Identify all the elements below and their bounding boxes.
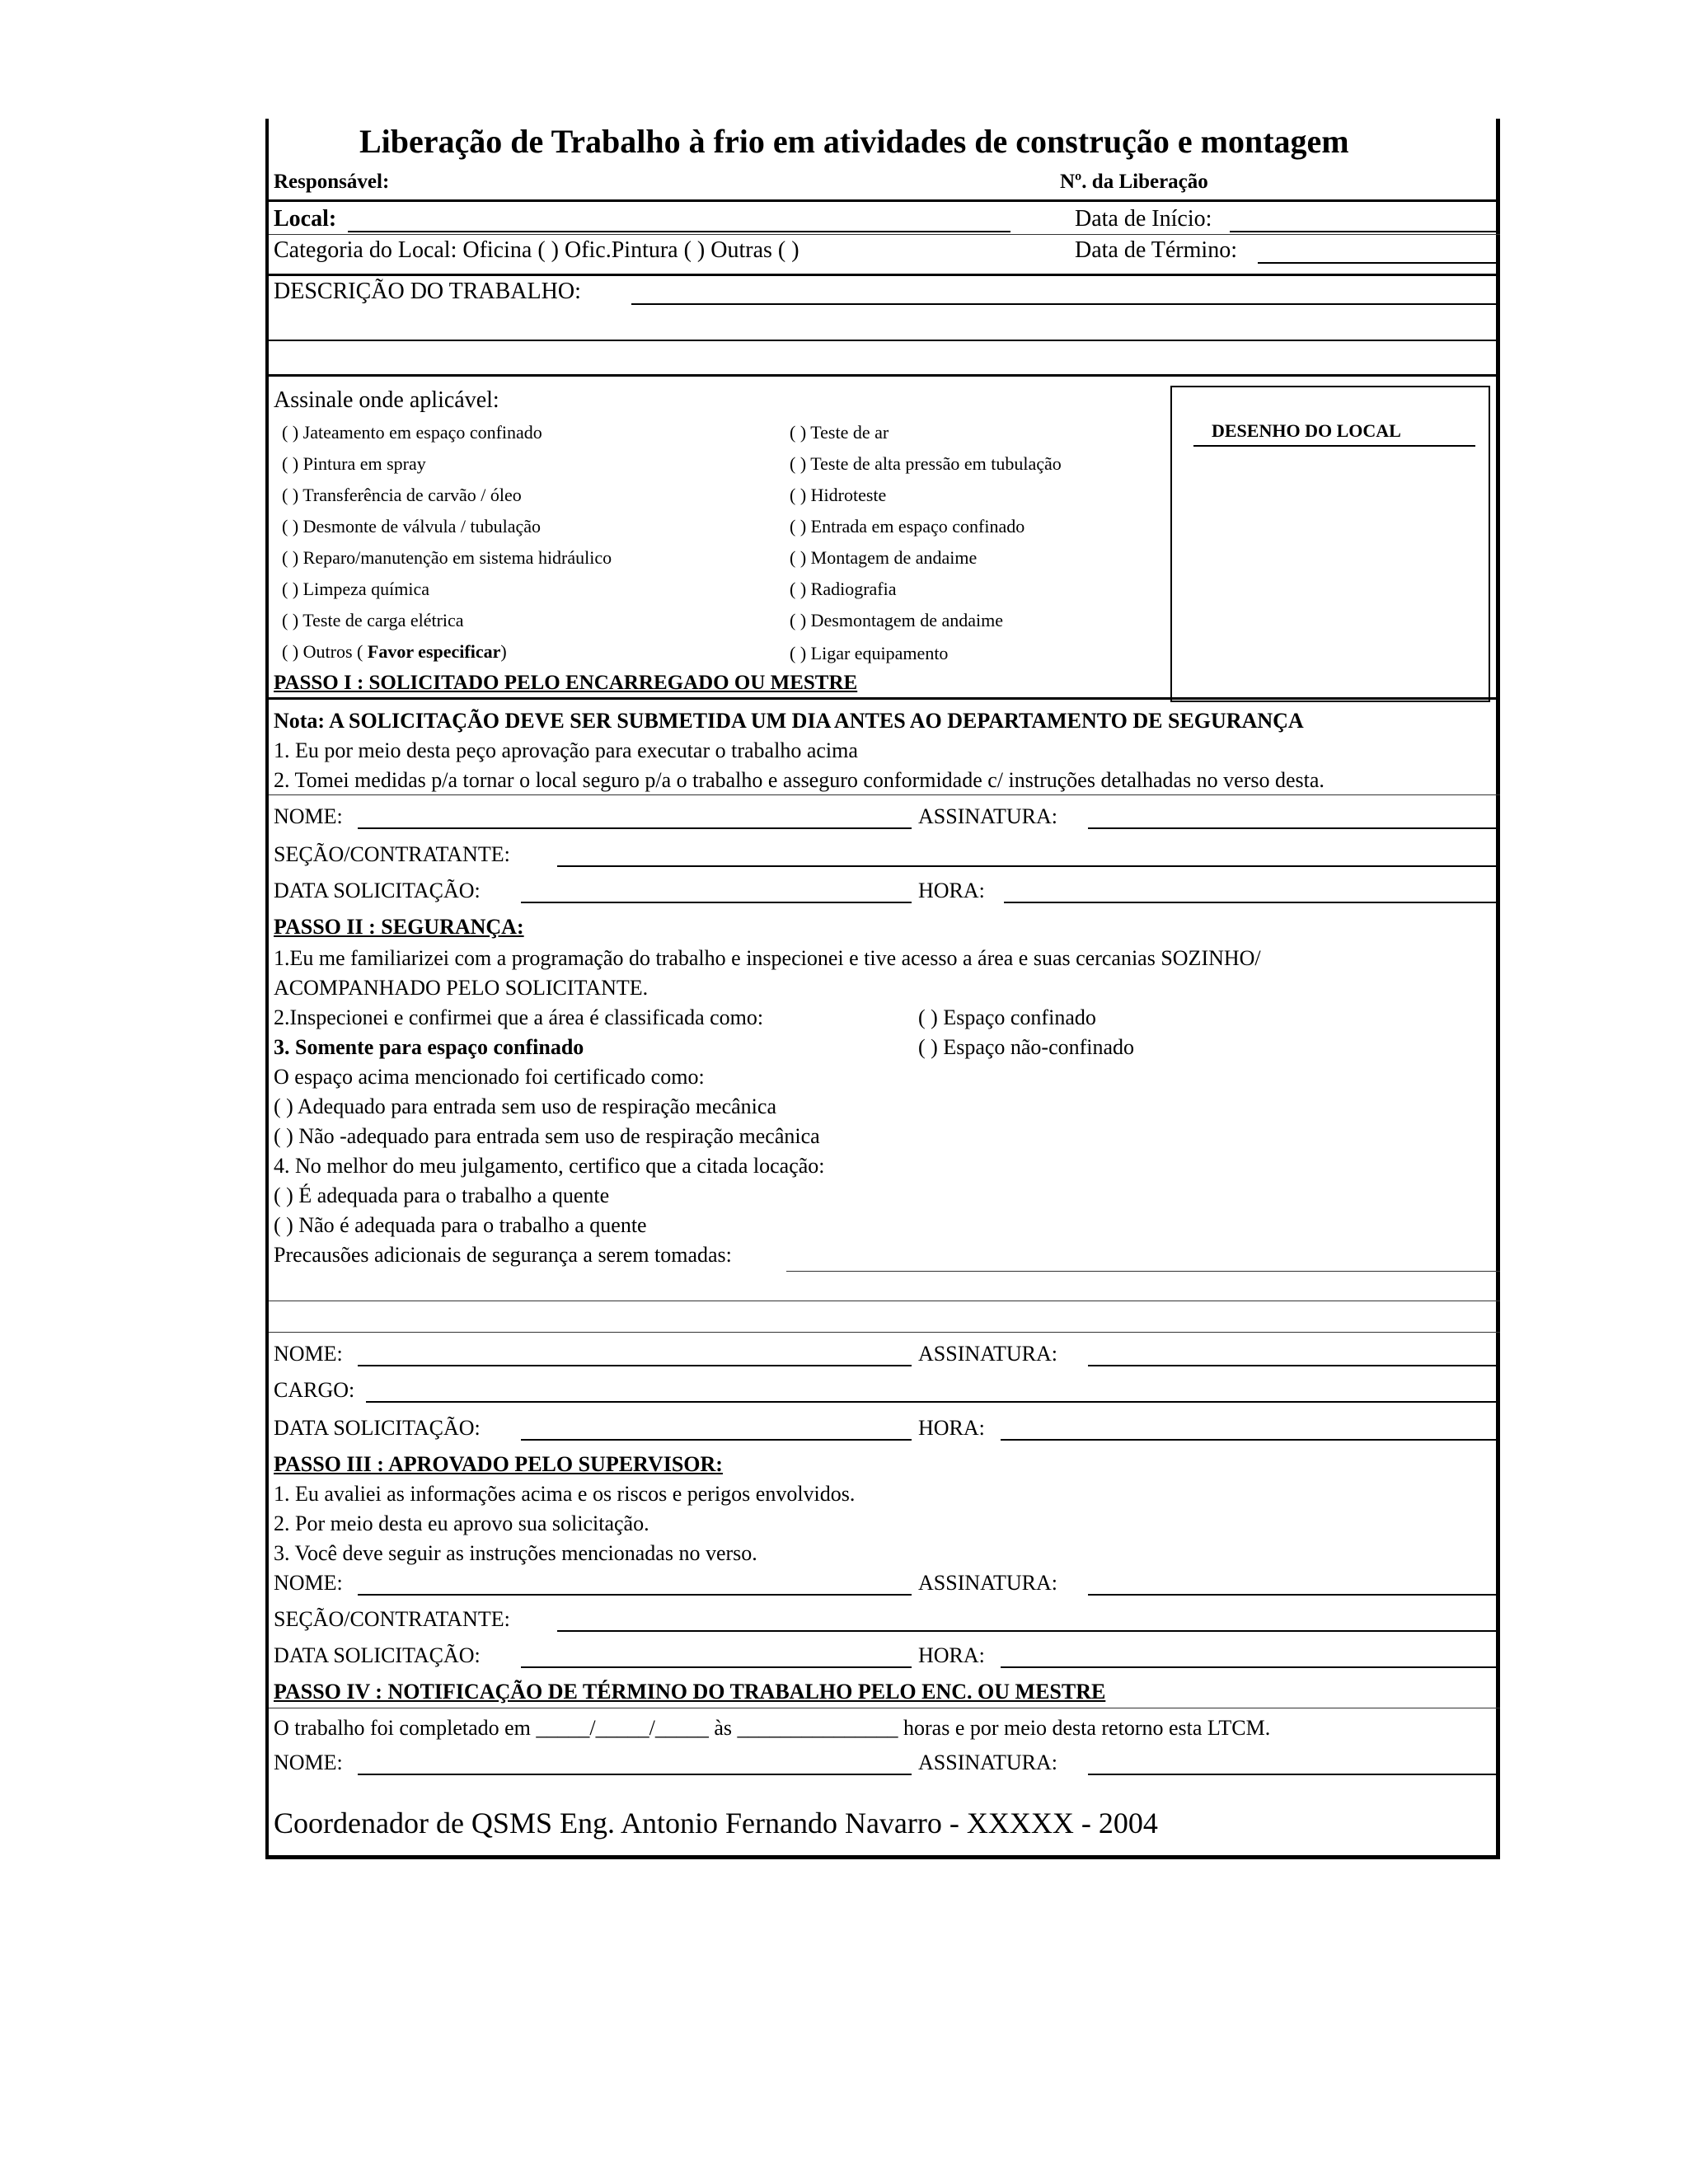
step3-name-field[interactable] <box>358 1594 912 1596</box>
adequate-option[interactable]: ( ) Adequado para entrada sem uso de respiração mecânica <box>274 1094 776 1118</box>
checklist-item-label: ( ) Outros ( <box>282 641 368 662</box>
step4-signature-label: ASSINATURA: <box>918 1750 1058 1774</box>
divider <box>269 697 1500 700</box>
checklist-heading: Assinale onde aplicável: <box>274 387 499 413</box>
divider <box>269 274 1500 276</box>
end-date-field[interactable] <box>1258 262 1498 264</box>
step4-signature-field[interactable] <box>1088 1774 1500 1775</box>
responsavel-label: Responsável: <box>274 171 390 193</box>
step3-time-field[interactable] <box>1001 1666 1500 1668</box>
step4-name-field[interactable] <box>358 1774 912 1775</box>
sketch-label-underline <box>1193 445 1475 447</box>
step3-name-label: NOME: <box>274 1571 343 1595</box>
step2-item4: 4. No melhor do meu julgamento, certifico que a citada locação: <box>274 1154 825 1178</box>
checklist-item[interactable]: ( ) Limpeza química <box>282 579 429 599</box>
confined-space-option[interactable]: ( ) Espaço confinado <box>918 1005 1096 1029</box>
form-footer: Coordenador de QSMS Eng. Antonio Fernando Navarro - XXXXX - 2004 <box>274 1807 1158 1840</box>
local-field[interactable] <box>348 231 1010 232</box>
non-confined-space-option[interactable]: ( ) Espaço não-confinado <box>918 1035 1135 1059</box>
not-adequate-option[interactable]: ( ) Não -adequado para entrada sem uso de respiração mecânica <box>274 1124 820 1148</box>
site-sketch-label: DESENHO DO LOCAL <box>1212 420 1401 441</box>
step2-role-field[interactable] <box>366 1401 1500 1403</box>
work-description-field[interactable] <box>631 303 1500 305</box>
hot-work-adequate-option[interactable]: ( ) É adequada para o trabalho a quente <box>274 1183 610 1207</box>
step1-item1: 1. Eu por meio desta peço aprovação para executar o trabalho acima <box>274 738 858 762</box>
step3-item3: 3. Você deve seguir as instruções mencionadas no verso. <box>274 1541 757 1565</box>
certified-as-label: O espaço acima mencionado foi certificado como: <box>274 1065 705 1089</box>
step4-heading: PASSO IV : NOTIFICAÇÃO DE TÉRMINO DO TRABALHO PELO ENC. OU MESTRE <box>274 1680 1106 1704</box>
checklist-item-other[interactable] <box>282 643 507 661</box>
step1-heading: PASSO I : SOLICITADO PELO ENCARREGADO OU MESTRE <box>274 672 858 694</box>
site-sketch-box[interactable] <box>1170 386 1490 702</box>
step3-section-field[interactable] <box>557 1630 1500 1632</box>
precautions-field[interactable] <box>786 1271 1500 1272</box>
checklist-item[interactable]: ( ) Desmontagem de andaime <box>790 610 1004 630</box>
step1-time-label: HORA: <box>918 879 985 902</box>
end-date-label: Data de Término: <box>1075 237 1237 263</box>
divider <box>269 199 1500 202</box>
checklist-item[interactable]: ( ) Desmonte de válvula / tubulação <box>282 516 542 537</box>
checklist-item[interactable]: ( ) Teste de alta pressão em tubulação <box>790 453 1062 474</box>
step2-heading: PASSO II : SEGURANÇA: <box>274 915 524 939</box>
work-permit-form <box>265 119 1500 1859</box>
step3-date-label: DATA SOLICITAÇÃO: <box>274 1643 481 1667</box>
hot-work-not-adequate-option[interactable]: ( ) Não é adequada para o trabalho a quente <box>274 1213 647 1237</box>
step2-name-field[interactable] <box>358 1365 912 1366</box>
checklist-item[interactable]: ( ) Teste de carga elétrica <box>282 610 464 630</box>
step1-signature-label: ASSINATURA: <box>918 804 1058 828</box>
checklist-item[interactable]: ( ) Entrada em espaço confinado <box>790 516 1025 537</box>
step3-signature-field[interactable] <box>1088 1594 1500 1596</box>
step2-name-label: NOME: <box>274 1342 343 1366</box>
divider <box>269 340 1500 341</box>
additional-precautions-label: Precausões adicionais de segurança a serem tomadas: <box>274 1243 732 1267</box>
divider <box>269 234 1500 235</box>
step2-time-field[interactable] <box>1001 1439 1500 1441</box>
divider <box>269 374 1500 377</box>
step3-date-field[interactable] <box>521 1666 912 1668</box>
location-category: Categoria do Local: Oficina ( ) Ofic.Pintura ( ) Outras ( ) <box>274 237 799 263</box>
step3-time-label: HORA: <box>918 1643 985 1667</box>
checklist-item[interactable]: ( ) Montagem de andaime <box>790 547 978 568</box>
checklist-item[interactable]: ( ) Ligar equipamento <box>790 643 949 663</box>
step2-item3: 3. Somente para espaço confinado <box>274 1035 584 1059</box>
step1-section-label: SEÇÃO/CONTRATANTE: <box>274 842 510 866</box>
checklist-item[interactable]: ( ) Hidroteste <box>790 485 887 505</box>
checklist-item[interactable]: ( ) Pintura em spray <box>282 453 426 474</box>
step1-name-field[interactable] <box>358 827 912 829</box>
checklist-item[interactable]: ( ) Reparo/manutenção em sistema hidráulico <box>282 547 612 568</box>
step1-date-label: DATA SOLICITAÇÃO: <box>274 879 481 902</box>
step2-item1-cont: ACOMPANHADO PELO SOLICITANTE. <box>274 976 649 1000</box>
checklist-item[interactable]: ( ) Transferência de carvão / óleo <box>282 485 522 505</box>
step1-note: Nota: A SOLICITAÇÃO DEVE SER SUBMETIDA UM DIA ANTES AO DEPARTAMENTO DE SEGURANÇA <box>274 709 1304 733</box>
work-description-label: DESCRIÇÃO DO TRABALHO: <box>274 279 581 304</box>
precautions-field[interactable] <box>269 1332 1500 1333</box>
step3-item2: 2. Por meio desta eu aprovo sua solicitação. <box>274 1511 649 1535</box>
step2-signature-field[interactable] <box>1088 1365 1500 1366</box>
close-paren: ) <box>500 641 507 662</box>
permit-number-label: Nº. da Liberação <box>1060 171 1208 193</box>
step2-item1: 1.Eu me familiarizei com a programação do trabalho e inspecionei e tive acesso a área e suas cercanias SOZINHO/ <box>274 946 1261 970</box>
step3-heading: PASSO III : APROVADO PELO SUPERVISOR: <box>274 1452 723 1476</box>
step2-time-label: HORA: <box>918 1416 985 1440</box>
step1-section-field[interactable] <box>557 865 1500 867</box>
step1-name-label: NOME: <box>274 804 343 828</box>
step1-date-field[interactable] <box>521 902 912 903</box>
form-title: Liberação de Trabalho à frio em atividades de construção e montagem <box>359 123 1349 160</box>
start-date-label: Data de Início: <box>1075 206 1212 232</box>
step1-item2: 2. Tomei medidas p/a tornar o local seguro p/a o trabalho e asseguro conformidade c/ instruções detalhadas no verso desta. <box>274 768 1325 792</box>
step3-section-label: SEÇÃO/CONTRATANTE: <box>274 1607 510 1631</box>
step3-signature-label: ASSINATURA: <box>918 1571 1058 1595</box>
step2-date-label: DATA SOLICITAÇÃO: <box>274 1416 481 1440</box>
step2-role-label: CARGO: <box>274 1378 355 1402</box>
step1-signature-field[interactable] <box>1088 827 1500 829</box>
step2-signature-label: ASSINATURA: <box>918 1342 1058 1366</box>
checklist-item[interactable]: ( ) Teste de ar <box>790 422 889 443</box>
divider <box>269 794 1500 795</box>
specify-label: Favor especificar <box>367 641 501 662</box>
start-date-field[interactable] <box>1230 231 1498 232</box>
checklist-item[interactable]: ( ) Jateamento em espaço confinado <box>282 422 542 443</box>
step3-item1: 1. Eu avaliei as informações acima e os riscos e perigos envolvidos. <box>274 1482 856 1506</box>
checklist-item[interactable]: ( ) Radiografia <box>790 579 897 599</box>
step1-time-field[interactable] <box>1004 902 1500 903</box>
local-label: Local: <box>274 206 337 232</box>
completion-statement[interactable]: O trabalho foi completado em _____/_____/_____ às _______________ horas e por meio desta retorno esta LTCM. <box>274 1716 1271 1740</box>
step2-item2: 2.Inspecionei e confirmei que a área é classificada como: <box>274 1005 764 1029</box>
step4-name-label: NOME: <box>274 1750 343 1774</box>
step2-date-field[interactable] <box>521 1439 912 1441</box>
